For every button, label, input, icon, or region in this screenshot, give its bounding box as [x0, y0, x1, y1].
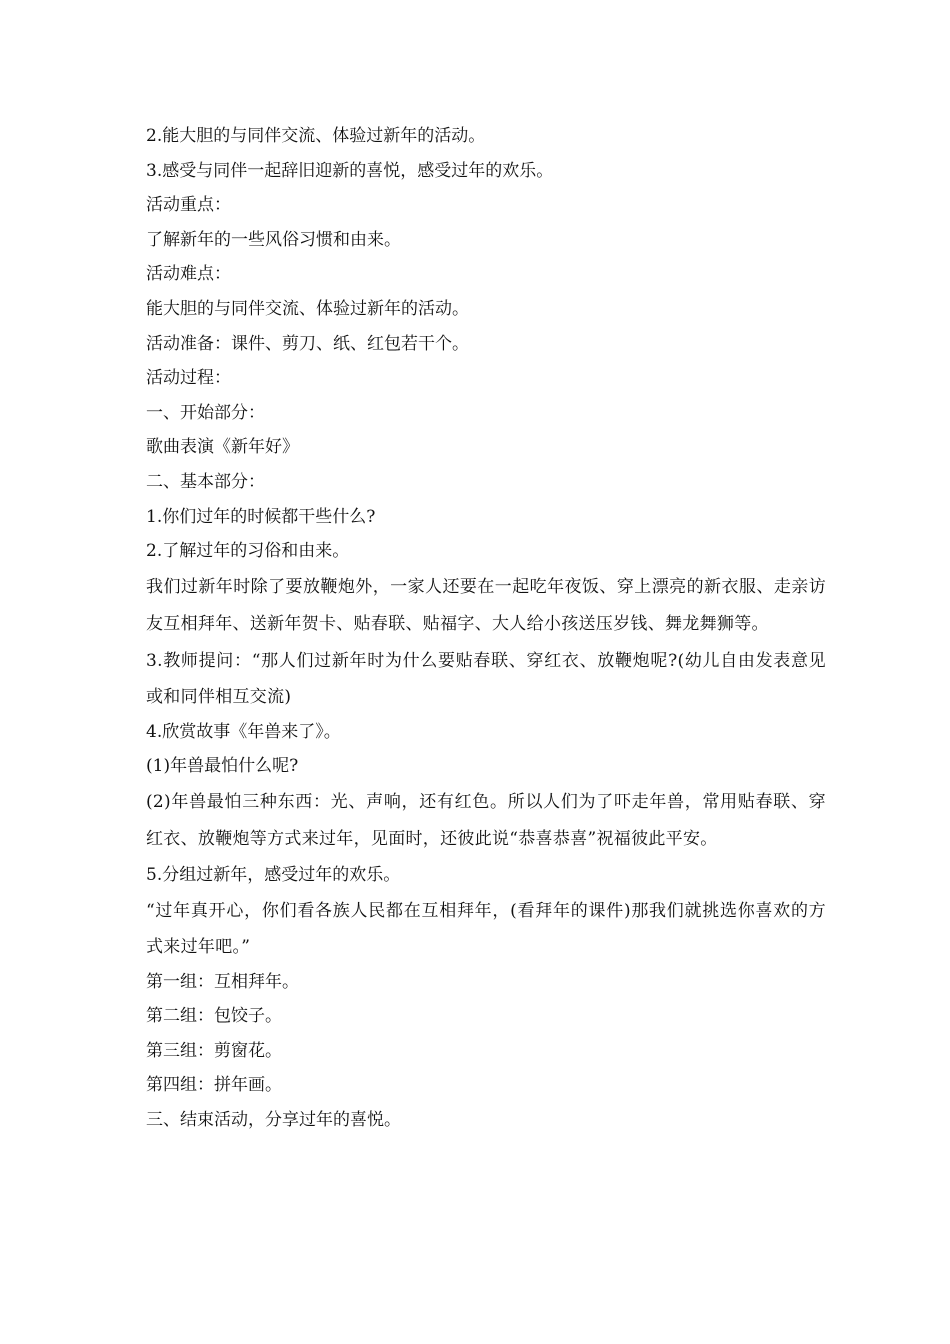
section-end-heading: 三、结束活动，分享过年的喜悦。 — [146, 1109, 401, 1130]
difficulty-text: 能大胆的与同伴交流、体验过新年的活动。 — [146, 298, 469, 319]
difficulty-heading: 活动难点： — [146, 264, 231, 285]
step-4: 4.欣赏故事《年兽来了》。 — [146, 721, 341, 742]
group-1: 第一组：互相拜年。 — [146, 971, 299, 992]
document-page — [146, 119, 826, 1137]
group-3: 第三组：剪窗花。 — [146, 1040, 282, 1061]
process-heading: 活动过程： — [146, 368, 231, 389]
goal-3: 3.感受与同伴一起辞旧迎新的喜悦，感受过年的欢乐。 — [146, 160, 554, 181]
step-2: 2.了解过年的习俗和由来。 — [146, 541, 350, 562]
teacher-question-paragraph: 3.教师提问：“那人们过新年时为什么要贴春联、穿红衣、放鞭炮呢?(幼儿自由发表意见或和同伴相互交流) — [146, 650, 826, 707]
key-point-heading: 活动重点： — [146, 195, 231, 216]
song-performance: 歌曲表演《新年好》 — [146, 437, 299, 458]
groups-intro-paragraph: “过年真开心，你们看各族人民都在互相拜年，(看拜年的课件)那我们就挑选你喜欢的方式来过年吧。” — [146, 900, 826, 957]
section-start-heading: 一、开始部分： — [146, 402, 265, 423]
section-basic-heading: 二、基本部分： — [146, 471, 265, 492]
key-point-text: 了解新年的一些风俗习惯和由来。 — [146, 229, 401, 250]
preparation: 活动准备：课件、剪刀、纸、红包若干个。 — [146, 333, 469, 354]
story-question: (1)年兽最怕什么呢? — [146, 756, 299, 777]
step-5: 5.分组过新年，感受过年的欢乐。 — [146, 864, 401, 885]
group-2: 第二组：包饺子。 — [146, 1006, 282, 1027]
goal-2: 2.能大胆的与同伴交流、体验过新年的活动。 — [146, 126, 486, 146]
customs-paragraph: 我们过新年时除了要放鞭炮外，一家人还要在一起吃年夜饭、穿上漂亮的新衣服、走亲访友互相拜年、送新年贺卡、贴春联、贴福字、大人给小孩送压岁钱、舞龙舞狮等。 — [146, 576, 826, 634]
story-answer-paragraph: (2)年兽最怕三种东西：光、声响，还有红色。所以人们为了吓走年兽，常用贴春联、穿红衣、放鞭炮等方式来过年，见面时，还彼此说“恭喜恭喜”祝福彼此平安。 — [146, 791, 826, 849]
step-1: 1.你们过年的时候都干些什么? — [146, 506, 376, 527]
group-4: 第四组：拼年画。 — [146, 1075, 282, 1096]
